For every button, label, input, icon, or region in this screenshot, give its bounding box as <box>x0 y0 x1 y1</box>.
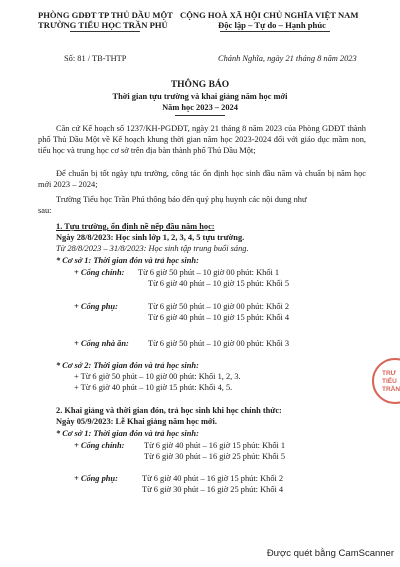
nation-line-2: Độc lập – Tự do – Hạnh phúc <box>218 20 326 30</box>
s2-gate-side-line-1: Từ 6 giờ 40 phút – 16 giờ 15 phút: Khối 2 <box>142 474 284 483</box>
stamp-line-1: TRƯ <box>382 370 397 377</box>
section-1-heading: 1. Tựu trường, ổn định nề nếp đầu năm học: <box>56 222 215 231</box>
section-2-heading: 2. Khai giảng và thời gian đón, trả học sinh khi học chính thức: <box>56 406 282 415</box>
s1-gate-side-label: + Cổng phụ: <box>74 302 118 311</box>
section-2-campus-1: * Cơ sở 1: Thời gian đón và trả học sinh: <box>56 429 199 438</box>
school-stamp <box>372 358 400 404</box>
s2-gate-side-line-2: Từ 6 giờ 30 phút – 16 giờ 25 phút: Khối 4 <box>142 485 284 494</box>
stamp-line-2: TIỂU <box>382 378 397 385</box>
nation-underline <box>220 31 330 32</box>
intro-paragraph-3-line-2: sau: <box>38 206 52 215</box>
doc-number: Số: 81 / TB-THTP <box>64 54 127 63</box>
org-line-2: TRƯỜNG TIỂU HỌC TRẦN PHÚ <box>38 20 168 30</box>
intro-paragraph-3-line-1: Trường Tiểu học Trần Phú thông báo đến quý phụ huynh các nội dung như <box>56 195 307 204</box>
s1-campus-2-line-1: + Từ 6 giờ 50 phút – 10 giờ 00 phút: Khối 1, 2, 3. <box>74 372 241 381</box>
camscanner-footer: Được quét bằng CamScanner <box>266 548 394 559</box>
s1-gate-main-line-1: Từ 6 giờ 50 phút – 10 giờ 00 phút: Khối 1 <box>138 268 280 277</box>
s1-gate-house-label: + Cổng nhà ăn: <box>74 339 129 348</box>
org-line-1: PHÒNG GDĐT TP THỦ DẦU MỘT <box>38 10 173 20</box>
title-sub-2: Năm học 2023 – 2024 <box>162 103 238 112</box>
s1-gate-side-line-1: Từ 6 giờ 50 phút – 10 giờ 00 phút: Khối 2 <box>148 302 290 311</box>
s1-gate-house-line-1: Từ 6 giờ 50 phút – 10 giờ 00 phút: Khối 3 <box>148 339 290 348</box>
intro-paragraph-1: Căn cứ Kế hoạch số 1237/KH-PGDĐT, ngày 21 tháng 8 năm 2023 của Phòng GDĐT thành phố Thủ Dầu Một về Kế hoạch khung thời gian năm học 2023-2024 đối với giáo dục mầm non, tiểu học và trung học cơ sở trên địa bàn thành phố Thủ Dầu Một; <box>38 124 366 155</box>
s1-gate-side-line-2: Từ 6 giờ 40 phút – 10 giờ 15 phút: Khối 4 <box>148 313 290 322</box>
s1-gate-main-line-2: Từ 6 giờ 40 phút – 10 giờ 15 phút: Khối 5 <box>148 279 290 288</box>
s2-gate-main-line-2: Từ 6 giờ 30 phút – 16 giờ 25 phút: Khối 5 <box>144 452 286 461</box>
intro-paragraph-2: Để chuẩn bị tốt ngày tựu trường, công tác ổn định học sinh đầu năm và chuẩn bị năm học mới 2023 – 2024; <box>38 169 366 189</box>
title-main: THÔNG BÁO <box>170 80 230 90</box>
nation-line-1: CỘNG HOÀ XÃ HỘI CHỦ NGHĨA VIỆT NAM <box>180 10 359 20</box>
section-1-campus-2: * Cơ sở 2: Thời gian đón và trả học sinh: <box>56 361 199 370</box>
stamp-line-3: TRẦN <box>382 386 400 393</box>
s2-gate-main-line-1: Từ 6 giờ 40 phút – 16 giờ 15 phút: Khối 1 <box>144 441 286 450</box>
s2-gate-side-label: + Cổng phụ: <box>74 474 118 483</box>
section-1-period: Từ 28/8/2023 – 31/8/2023: Học sinh tập trung buổi sáng. <box>56 244 249 253</box>
title-sub-1: Thời gian tựu trường và khai giảng năm học mới <box>112 92 288 101</box>
section-1-date: Ngày 28/8/2023: Học sinh lớp 1, 2, 3, 4, 5 tựu trường. <box>56 233 245 242</box>
s1-gate-main-label: + Cổng chính: <box>74 268 125 277</box>
s2-gate-main-label: + Cổng chính: <box>74 441 125 450</box>
section-2-date: Ngày 05/9/2023: Lễ Khai giảng năm học mới. <box>56 417 217 426</box>
s1-campus-2-line-2: + Từ 6 giờ 40 phút – 10 giờ 15 phút: Khối 4, 5. <box>74 383 233 392</box>
section-1-campus-1: * Cơ sở 1: Thời gian đón và trả học sinh: <box>56 256 199 265</box>
place-date: Chánh Nghĩa, ngày 21 tháng 8 năm 2023 <box>218 54 357 63</box>
org-underline <box>70 31 140 32</box>
title-underline <box>175 115 225 116</box>
